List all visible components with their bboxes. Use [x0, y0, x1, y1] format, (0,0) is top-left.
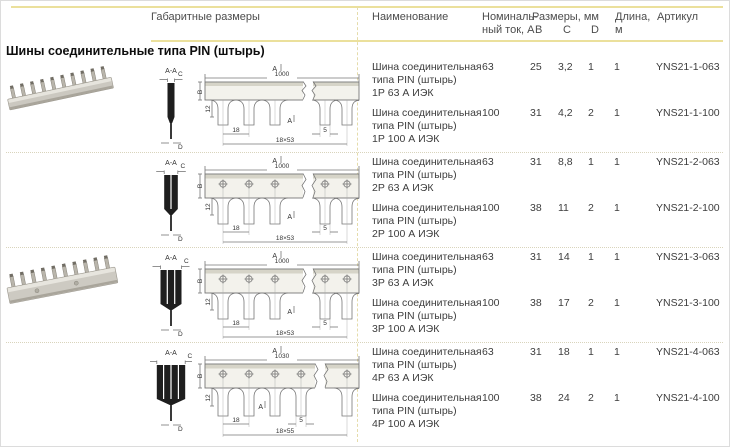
length: 1 — [614, 346, 620, 358]
product-name: Шина соединительная типа PIN (штырь) 4Р 63 А ИЭК — [372, 346, 482, 384]
size-d: 2 — [588, 297, 594, 309]
dim-c-label: C — [178, 71, 183, 78]
article-number: YNS21-4-063 — [656, 346, 720, 358]
dim-b-label: B — [197, 183, 204, 189]
dim-pin-height-label: 12 — [205, 394, 212, 402]
cut-label-bottom: А — [287, 309, 292, 316]
size-d: 2 — [588, 392, 594, 404]
cross-section-2p — [149, 157, 197, 245]
dim-c-label: C — [180, 163, 186, 170]
dim-c-label: C — [184, 258, 189, 265]
dim-pin-width-label: 5 — [323, 320, 327, 327]
cut-label-top: А — [272, 348, 277, 355]
size-c: 24 — [558, 392, 570, 404]
busbar-photo-1p — [4, 61, 119, 113]
length: 1 — [614, 61, 620, 73]
dim-b-label: B — [197, 89, 204, 95]
product-name: Шина соединительная типа PIN (штырь) 1Р 63 А ИЭК — [372, 61, 482, 99]
dim-length-label: 1000 — [274, 258, 290, 265]
dim-span-label: 18×55 — [275, 428, 295, 435]
nominal-current: 63 — [482, 346, 494, 358]
cut-label-bottom: А — [287, 118, 292, 125]
nominal-current: 63 — [482, 156, 494, 168]
size-b: 31 — [530, 107, 542, 119]
size-d: 2 — [588, 202, 594, 214]
size-c: 14 — [558, 251, 570, 263]
product-name: Шина соединительная типа PIN (штырь) 4Р 100 А ИЭК — [372, 392, 482, 430]
top-divider — [11, 6, 723, 8]
dim-pin-width-label: 5 — [299, 417, 303, 424]
nominal-current: 100 — [482, 297, 500, 309]
size-b: 38 — [530, 202, 542, 214]
size-c: 4,2 — [558, 107, 573, 119]
dim-span-label: 18×53 — [275, 330, 295, 337]
col-header-dimensions: Габаритные размеры — [151, 11, 260, 23]
dim-pin-height-label: 12 — [205, 298, 212, 306]
article-number: YNS21-2-100 — [656, 202, 720, 214]
col-subheader-d: D — [591, 24, 599, 36]
product-name: Шина соединительная типа PIN (штырь) 2Р 63 А ИЭК — [372, 156, 482, 194]
cut-label-bottom: А — [258, 404, 263, 411]
cut-label-top: А — [272, 158, 277, 165]
article-number: YNS21-1-100 — [656, 107, 720, 119]
dim-pin-height-label: 12 — [205, 105, 212, 113]
dim-pitch-label: 18 — [232, 320, 240, 327]
col-header-current-line2: ный ток, А — [482, 24, 535, 36]
size-c: 17 — [558, 297, 570, 309]
size-c: 11 — [558, 202, 569, 214]
dim-d-label: D — [178, 144, 183, 151]
size-d: 1 — [588, 61, 594, 73]
size-d: 1 — [588, 251, 594, 263]
dim-c-label: C — [187, 353, 193, 360]
dim-pin-width-label: 5 — [323, 127, 327, 134]
dimension-drawing-1p — [197, 61, 365, 151]
dim-length-label: 1030 — [274, 353, 290, 360]
dim-d-label: D — [178, 331, 183, 338]
col-header-article: Артикул — [657, 11, 699, 23]
size-c: 8,8 — [558, 156, 573, 168]
cut-label-bottom: А — [287, 214, 292, 221]
length: 1 — [614, 251, 620, 263]
dim-span-label: 18×53 — [275, 137, 295, 144]
size-b: 38 — [530, 392, 542, 404]
size-c: 18 — [558, 346, 570, 358]
article-number: YNS21-4-100 — [656, 392, 720, 404]
length: 1 — [614, 297, 620, 309]
col-subheader-b: B — [535, 24, 543, 36]
nominal-current: 63 — [482, 61, 494, 73]
article-number: YNS21-3-063 — [656, 251, 720, 263]
cross-section-label: A-A — [165, 350, 177, 357]
dim-length-label: 1000 — [274, 71, 290, 78]
size-c: 3,2 — [558, 61, 573, 73]
cross-section-4p — [149, 347, 197, 435]
dim-pitch-label: 18 — [232, 225, 240, 232]
busbar-photo-3p — [4, 253, 124, 308]
cross-section-label: A-A — [165, 68, 177, 75]
size-b: 31 — [530, 156, 542, 168]
busbar-photo-1p-body — [5, 65, 114, 110]
dim-b-label: B — [197, 278, 204, 284]
dimension-drawing-3p — [197, 248, 365, 343]
cut-label-top: А — [272, 253, 277, 260]
size-b: 31 — [530, 251, 542, 263]
size-d: 1 — [588, 156, 594, 168]
dim-b-label: B — [197, 373, 204, 379]
dim-pin-height-label: 12 — [205, 203, 212, 211]
cross-section-label: A-A — [165, 255, 177, 262]
dim-pitch-label: 18 — [232, 417, 240, 424]
size-d: 2 — [588, 107, 594, 119]
cut-label-top: А — [272, 66, 277, 73]
length: 1 — [614, 202, 620, 214]
size-b: 38 — [530, 297, 542, 309]
dim-span-label: 18×53 — [275, 235, 295, 242]
length: 1 — [614, 392, 620, 404]
article-number: YNS21-1-063 — [656, 61, 720, 73]
article-number: YNS21-2-063 — [656, 156, 720, 168]
product-name: Шина соединительная типа PIN (штырь) 1Р 100 А ИЭК — [372, 107, 482, 145]
size-d: 1 — [588, 346, 594, 358]
col-header-length-line1: Длина, — [615, 11, 651, 23]
length: 1 — [614, 156, 620, 168]
size-b: 25 — [530, 61, 542, 73]
dim-length-label: 1000 — [274, 163, 290, 170]
cross-section-1p — [149, 65, 197, 153]
nominal-current: 63 — [482, 251, 494, 263]
col-subheader-c: C — [563, 24, 571, 36]
col-header-length-line2: м — [615, 24, 623, 36]
busbar-photo-3p-body — [4, 254, 118, 303]
product-name: Шина соединительная типа PIN (штырь) 3Р 100 А ИЭК — [372, 297, 482, 335]
section-title: Шины соединительные типа PIN (штырь) — [6, 44, 265, 58]
length: 1 — [614, 107, 620, 119]
nominal-current: 100 — [482, 202, 500, 214]
header-divider — [151, 40, 723, 42]
dim-d-label: D — [178, 236, 183, 243]
product-name: Шина соединительная типа PIN (штырь) 3Р 63 А ИЭК — [372, 251, 482, 289]
dimension-drawing-2p — [197, 153, 365, 248]
nominal-current: 100 — [482, 392, 500, 404]
dim-pitch-label: 18 — [232, 127, 240, 134]
nominal-current: 100 — [482, 107, 500, 119]
cross-section-3p — [149, 252, 197, 340]
dimension-drawing-4p — [197, 343, 365, 441]
col-header-sizes: Размеры, мм — [532, 11, 599, 23]
col-header-current-line1: Номиналь- — [482, 11, 538, 23]
dim-pin-width-label: 5 — [323, 225, 327, 232]
dim-d-label: D — [178, 426, 183, 433]
cross-section-label: A-A — [165, 160, 177, 167]
product-name: Шина соединительная типа PIN (штырь) 2Р 100 А ИЭК — [372, 202, 482, 240]
article-number: YNS21-3-100 — [656, 297, 720, 309]
size-b: 31 — [530, 346, 542, 358]
col-header-name: Наименование — [372, 11, 449, 23]
